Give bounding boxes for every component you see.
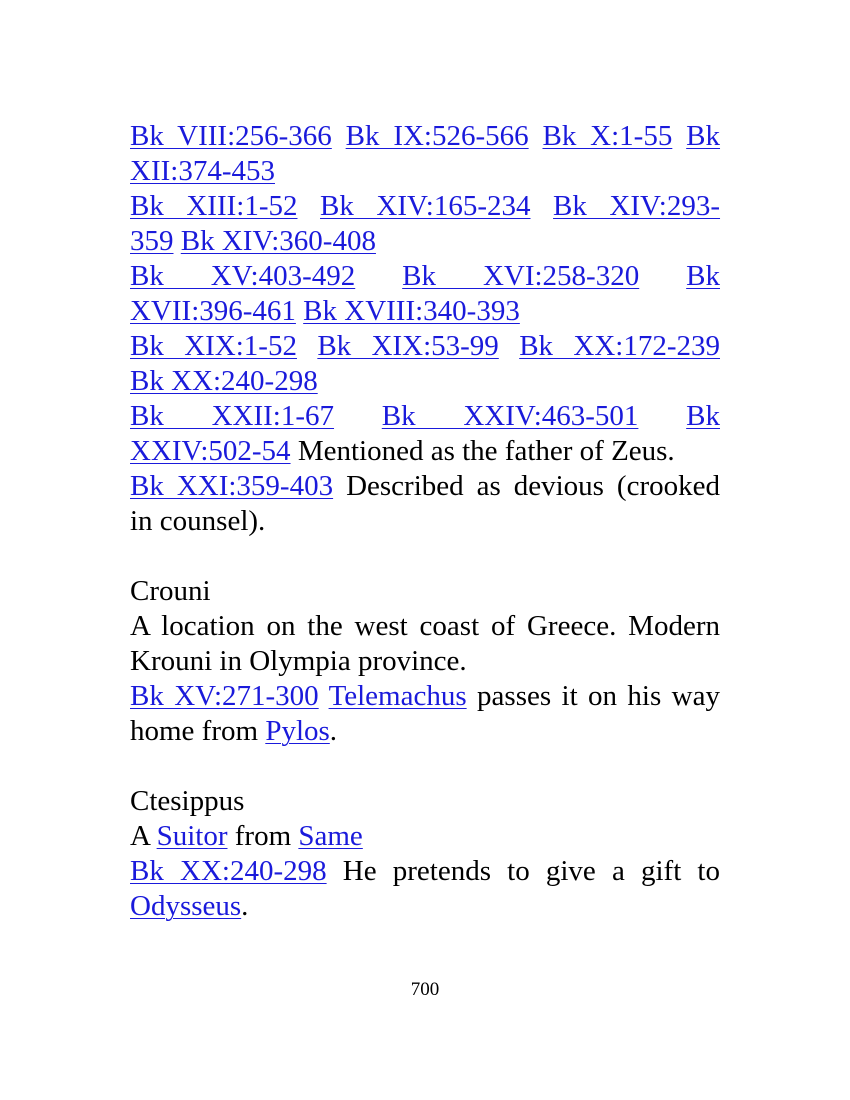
ref-link[interactable]: Bk XXII:1-67 [130, 400, 335, 432]
ref-line-5 [130, 259, 720, 294]
ref-link[interactable]: Bk [686, 400, 720, 432]
ref-line-1 [130, 119, 720, 154]
entry-text: from [227, 820, 299, 852]
page-number: 700 [410, 979, 440, 1000]
ref-link[interactable]: XXIV:502-54 [130, 435, 291, 467]
spacer [130, 539, 720, 574]
ref-line-8 [130, 364, 720, 399]
ref-link[interactable]: XII:374-453 [130, 155, 275, 187]
ref-link[interactable]: Bk XIX:1-52 [130, 330, 297, 362]
ref-link[interactable]: Bk XX:172-239 [519, 330, 720, 362]
ref-paragraph [130, 469, 720, 539]
ref-line-7 [130, 329, 720, 364]
ref-link[interactable]: Bk XIV:165-234 [320, 190, 531, 222]
ref-line-4 [130, 224, 720, 259]
page-content [130, 119, 720, 924]
link-suitor[interactable]: Suitor [156, 820, 228, 852]
separator [319, 680, 329, 712]
ref-link[interactable]: Bk [686, 120, 721, 152]
ref-link[interactable]: Bk XIX:53-99 [317, 330, 499, 362]
ref-link[interactable]: Bk XX:240-298 [130, 365, 318, 397]
ref-link[interactable]: Bk XXIV:463-501 [381, 400, 639, 432]
ref-line-3 [130, 189, 720, 224]
ref-line-2 [130, 154, 720, 189]
entry-heading-crouni: Crouni [130, 575, 211, 607]
ref-link[interactable]: Bk XV:271-300 [130, 680, 319, 712]
link-telemachus[interactable]: Telemachus [328, 680, 467, 712]
entry-reference [130, 854, 720, 924]
ref-link[interactable]: Bk VIII:256-366 [130, 120, 332, 152]
ref-link[interactable]: Bk [686, 260, 720, 292]
entry-text: He pretends to give a gift to [326, 855, 720, 887]
ref-note: Described as devious (crooked in counsel). [130, 470, 720, 537]
ref-link[interactable]: Bk XVI:258-320 [402, 260, 640, 292]
ref-link[interactable]: Bk X:1-55 [542, 120, 673, 152]
ref-link[interactable]: 359 [130, 225, 174, 257]
entry-description [130, 819, 720, 854]
ref-link[interactable]: Bk XIII:1-52 [130, 190, 298, 222]
spacer [130, 749, 720, 784]
link-pylos[interactable]: Pylos [265, 715, 330, 747]
ref-link[interactable]: Bk XV:403-492 [130, 260, 356, 292]
ref-link[interactable]: Bk XXI:359-403 [130, 470, 334, 502]
entry-heading-ctesippus: Ctesippus [130, 785, 245, 817]
ref-link[interactable]: Bk XIV:360-408 [180, 225, 376, 257]
ref-link[interactable]: Bk IX:526-566 [345, 120, 529, 152]
ref-line-6 [130, 294, 720, 329]
entry-text: . [241, 890, 249, 922]
ref-line-9 [130, 399, 720, 434]
ref-link[interactable]: Bk XIV:293- [553, 190, 721, 222]
link-odysseus[interactable]: Odysseus [130, 890, 242, 922]
link-same[interactable]: Same [298, 820, 363, 852]
ref-link[interactable]: Bk XX:240-298 [130, 855, 327, 887]
ref-line-10 [130, 434, 720, 469]
entry-text: passes it on his way home from [130, 680, 720, 747]
ref-note: Mentioned as the father of Zeus. [290, 435, 675, 467]
entry-reference [130, 679, 720, 749]
entry-text: A [130, 820, 157, 852]
entry-description: A location on the west coast of Greece. Modern Krouni in Olympia province. [130, 610, 720, 677]
ref-link[interactable]: Bk XVIII:340-393 [303, 295, 520, 327]
ref-link[interactable]: XVII:396-461 [130, 295, 296, 327]
entry-text: . [329, 715, 338, 747]
